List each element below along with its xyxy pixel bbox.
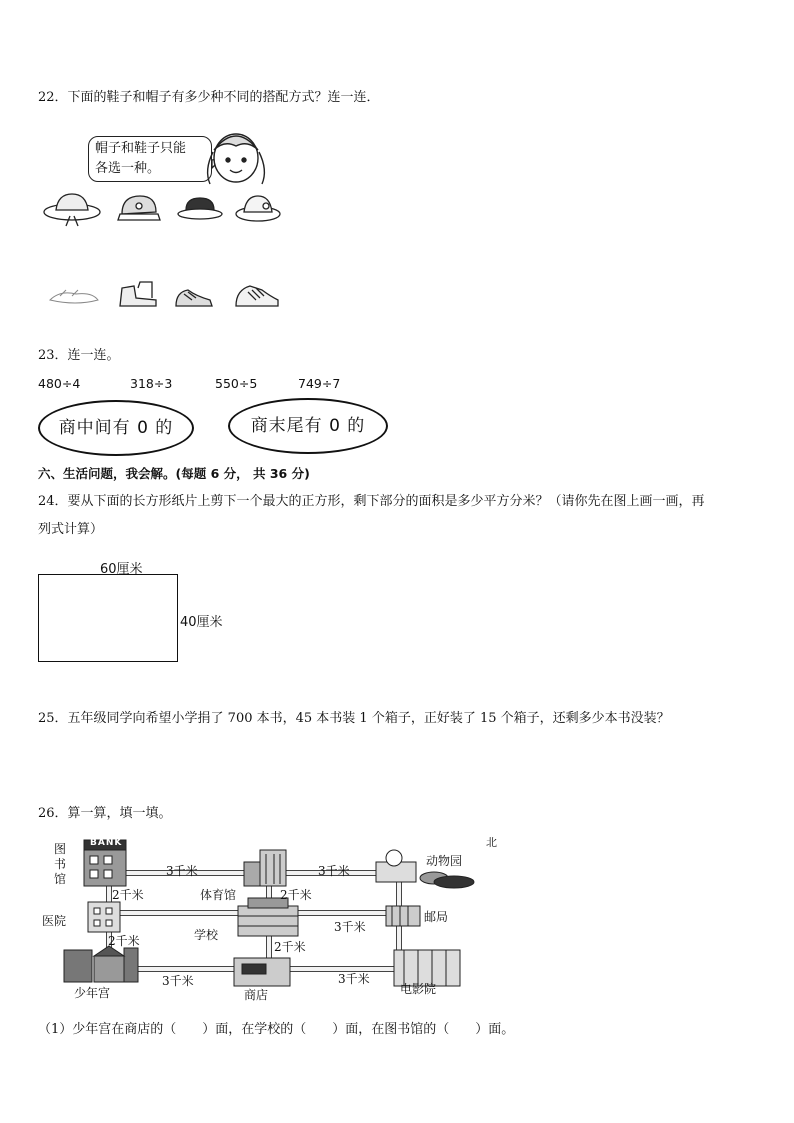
bonnet-icon — [236, 196, 280, 221]
q22-illustrations — [0, 0, 794, 330]
expression-3: 550÷5 — [215, 376, 258, 391]
dist-school-shop: 2千米 — [274, 940, 306, 954]
sport-shoe-icon — [236, 286, 278, 306]
question-26-sub-1: （1）少年宫在商店的（ ）面，在学校的（ ）面，在图书馆的（ ）面。 — [38, 1022, 515, 1037]
question-24-line-2: 列式计算） — [38, 522, 104, 537]
library-label: 图 书 馆 — [54, 842, 67, 886]
girl-icon — [208, 134, 265, 184]
bubble-line-1: 帽子和鞋子只能 — [95, 141, 187, 156]
town-map — [38, 832, 508, 1002]
paper-rectangle[interactable] — [38, 574, 178, 662]
hospital-icon — [88, 902, 120, 932]
dist-school-post: 3千米 — [334, 920, 366, 934]
youth-palace-label: 少年宫 — [74, 986, 111, 1000]
cap-icon — [118, 196, 160, 220]
expression-4: 749÷7 — [298, 376, 341, 391]
dist-hospital-youth: 2千米 — [108, 934, 140, 948]
hospital-label: 医院 — [42, 914, 67, 928]
fedora-icon — [178, 198, 222, 219]
north-label: 北 — [486, 836, 497, 849]
dist-shop-cinema: 3千米 — [338, 972, 370, 986]
bubble-line-2: 各选一种。 — [95, 161, 161, 176]
stadium-label: 体育馆 — [200, 888, 237, 902]
post-office-icon — [386, 906, 420, 926]
bank-sign: BANK — [90, 838, 123, 848]
school-label: 学校 — [194, 928, 219, 942]
shop-label: 商店 — [244, 988, 269, 1002]
question-24-line-1: 24．要从下面的长方形纸片上剪下一个最大的正方形，剩下部分的面积是多少平方分米？（请你先在图上画一画，再 — [38, 494, 705, 509]
cinema-label: 电影院 — [400, 982, 437, 996]
expression-1: 480÷4 — [38, 376, 81, 391]
rect-width-label: 60厘米 — [100, 562, 143, 577]
zoo-label: 动物园 — [426, 854, 463, 868]
dist-stadium-school: 2千米 — [280, 888, 312, 902]
stadium-icon — [244, 850, 286, 886]
dist-stadium-zoo: 3千米 — [318, 864, 350, 878]
question-22-text: 22．下面的鞋子和帽子有多少种不同的搭配方式？连一连． — [38, 90, 380, 105]
sun-hat-icon — [44, 194, 100, 226]
question-25-text: 25．五年级同学向希望小学捐了 700 本书，45 本书装 1 个箱子，正好装了 15 个箱子，还剩多少本书没装？ — [38, 711, 670, 726]
expression-2: 318÷3 — [130, 376, 173, 391]
question-26-text: 26．算一算，填一填。 — [38, 806, 172, 821]
boot-icon — [120, 282, 156, 306]
slipper-icon — [50, 290, 98, 303]
oval-end-zero[interactable]: 商末尾有 0 的 — [228, 398, 388, 454]
section-6-heading: 六、生活问题，我会解。(每题 6 分， 共 36 分) — [38, 466, 310, 481]
shop-icon — [234, 958, 290, 986]
oval-middle-zero[interactable]: 商中间有 0 的 — [38, 400, 194, 456]
dist-youth-shop: 3千米 — [162, 974, 194, 988]
rect-height-label: 40厘米 — [180, 615, 223, 630]
youth-palace-icon — [64, 946, 138, 982]
school-icon — [238, 898, 298, 936]
post-office-label: 邮局 — [424, 910, 449, 924]
sneaker-icon — [176, 290, 212, 306]
question-23-text: 23．连一连。 — [38, 348, 120, 363]
dist-library-hospital: 2千米 — [112, 888, 144, 902]
dist-library-stadium: 3千米 — [166, 864, 198, 878]
